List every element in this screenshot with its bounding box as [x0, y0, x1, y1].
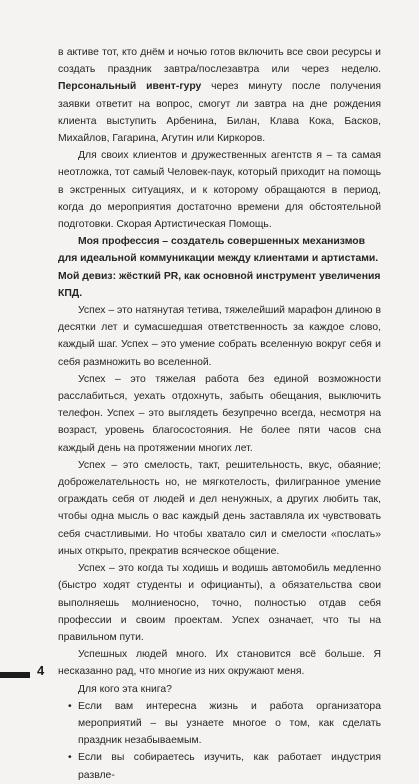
paragraph-1-bold: Персональный ивент-гуру — [58, 81, 202, 93]
paragraph-5: Успех – это тяжелая работа без единой возможности расслабиться, уехать отдохнуть, забыть обещания, выключить телефон. Успех – это выглядеть безупречно всегда, несмотря на возраст, уровень благосостояния. Не более пяти часов сна каждый день на протяжении многих лет. — [58, 373, 381, 454]
paragraph-9: Для кого эта книга? — [78, 683, 172, 695]
paragraph-7: Успех – это когда ты ходишь и водишь автомобиль медленно (быстро ходят студенты и официанты), а обязательства свои выполняешь молниеносно, точно, полностью отдав себя профессии и своим проектам. Успех означает, что ты на правильном пути. — [58, 563, 381, 643]
paragraph-3: Моя профессия – создатель совершенных механизмов для идеальной коммуникации между клиентами и артистами. Мой девиз: жёсткий PR, как основной инструмент увеличения КПД. — [58, 236, 381, 299]
paragraph-6: Успех – это смелость, такт, решительность, вкус, обаяние; доброжелательность но, не мягкотелость, филигранное умение ограждать себя от людей и дел ненужных, а других любить так, чтобы одна мысль о вас каждый день заставляла их чувствовать себя счастливыми. Но чтобы хватало сил и смелости «послать» иных открыто, прекратив всяческое общение. — [58, 459, 381, 557]
bullet-item-1: • Если вам интересна жизнь и работа организатора мероприятий – вы узнаете многое о том, как сделать праздник незабываемым. — [58, 698, 381, 750]
page-number-bar — [0, 672, 30, 678]
bullet-item-2: • Если вы собираетесь изучить, как работает индустрия развле- — [58, 749, 381, 783]
paragraph-1-tail: через минуту после получения заявки ответит на вопрос, смогут ли завтра на дне рождения клиента выступить Арбенина, Билан, Клава Кока, Басков, Михайлов, Гагарина, Агутин или Киркоров. — [58, 81, 381, 145]
page-number: 4 — [37, 663, 45, 678]
paragraph-2: Для своих клиентов и дружественных агентств я – та самая неотложка, тот самый Человек-паук, который приходит на помощь в экстренных ситуациях, и к которому обращаются в период, когда до мероприятия достаточно времени для обстоятельной подготовки. Скорая Артистическая Помощь. — [58, 150, 381, 231]
paragraph-1-text: в активе тот, кто днём и ночью готов включить все свои ресурсы и создать праздник завтра/послезавтра или через неделю. — [58, 47, 381, 76]
bullet-list — [58, 698, 381, 784]
paragraph-8: Успешных людей много. Их становится всё больше. Я несказанно рад, что многие из них окружают меня. — [58, 649, 381, 678]
paragraph-4: Успех – это натянутая тетива, тяжелейший марафон длиною в десятки лет и сумасшедшая ответственность за каждое слово, каждый шаг. Успех – это умение собрать вселенную вокруг себя и себя размножить во вселенной. — [58, 305, 381, 368]
paragraph-1 — [58, 44, 381, 147]
page-body — [58, 44, 381, 784]
